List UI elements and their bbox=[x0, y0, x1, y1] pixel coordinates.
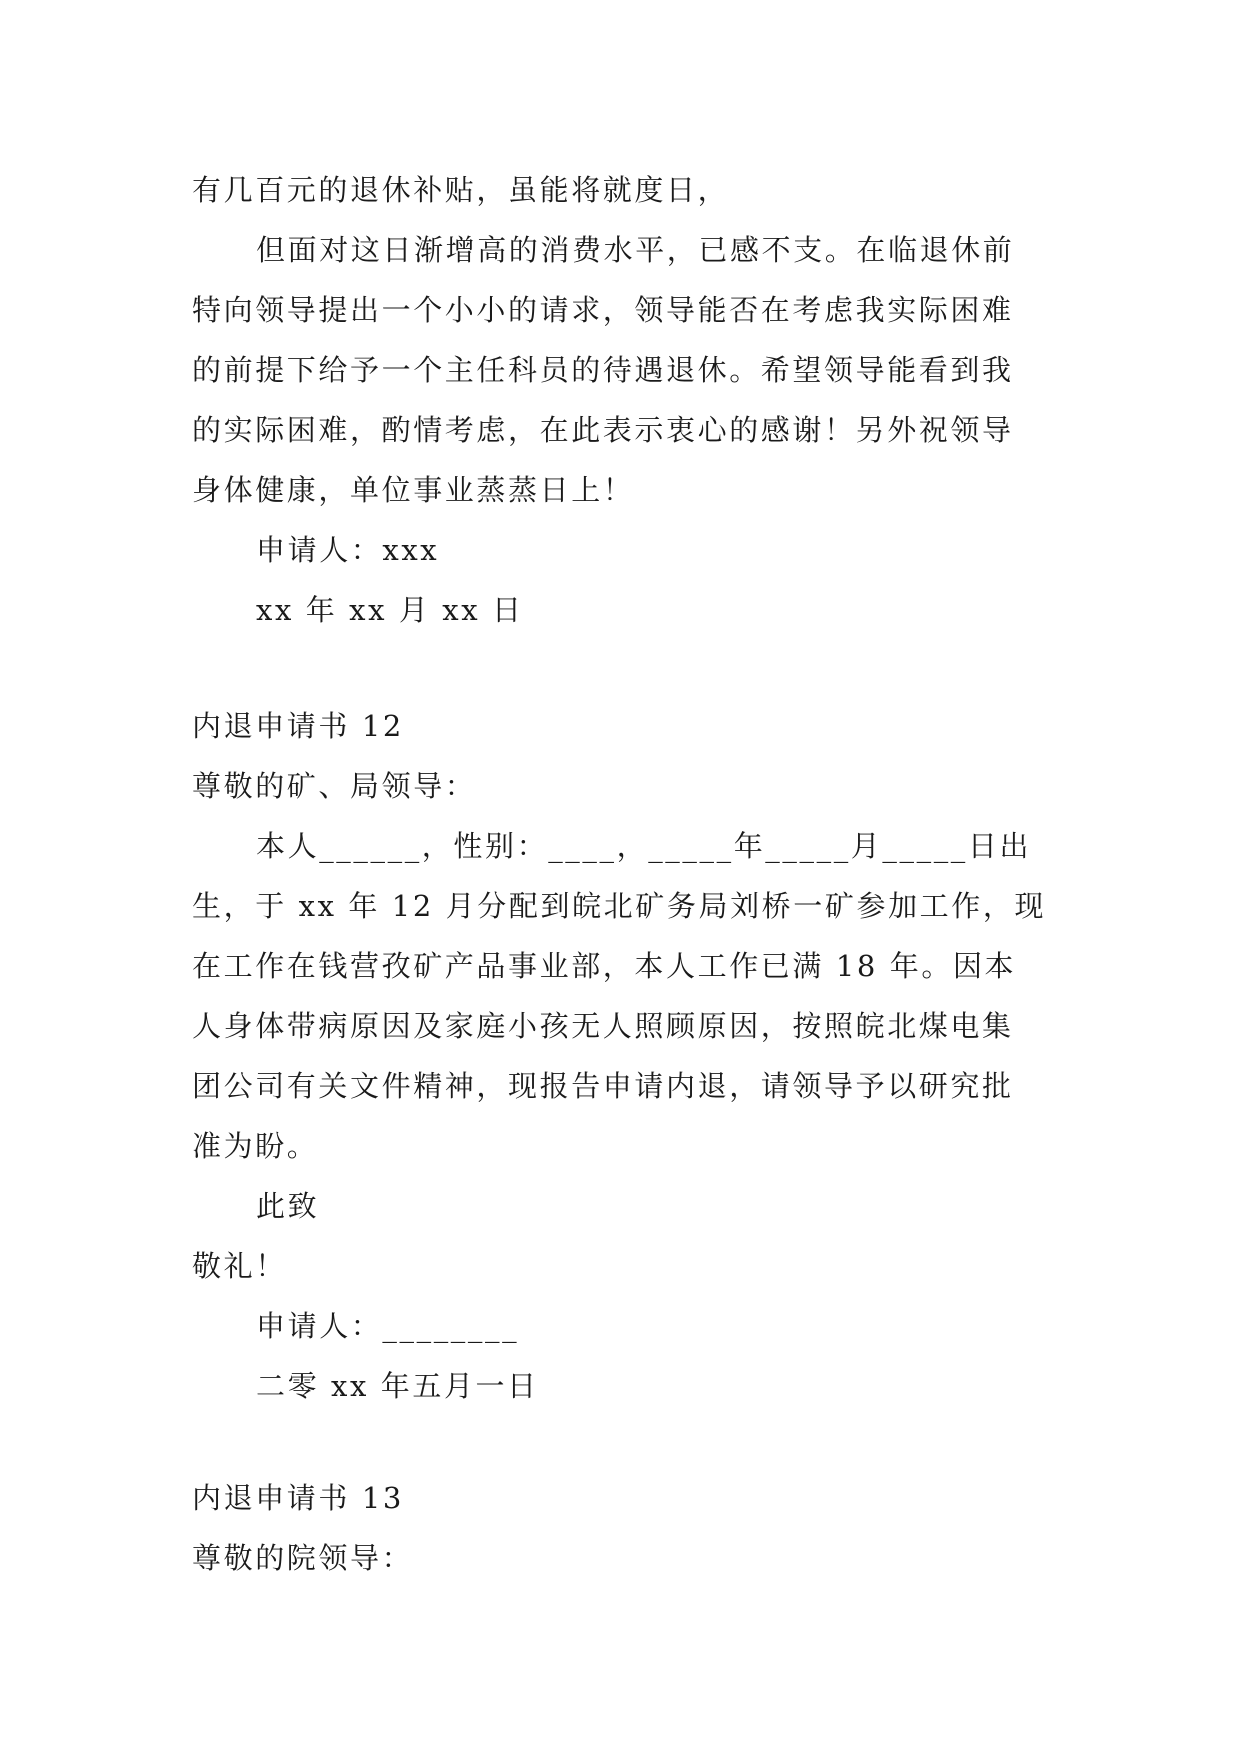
paragraph-line: 在工作在钱营孜矿产品事业部，本人工作已满 18 年。因本 bbox=[192, 949, 1017, 983]
section-title: 内退申请书 13 bbox=[192, 1481, 404, 1515]
section-spacer bbox=[192, 640, 1052, 696]
paragraph-line: 身体健康，单位事业蒸蒸日上！ bbox=[192, 473, 635, 507]
closing-salute: 敬礼！ bbox=[192, 1249, 287, 1283]
section-3 bbox=[192, 1468, 1052, 1588]
applicant-signature: 申请人：________ bbox=[256, 1309, 520, 1343]
salutation: 尊敬的矿、局领导： bbox=[192, 769, 477, 803]
signature-date: 二零 xx 年五月一日 bbox=[256, 1369, 539, 1403]
paragraph-line: 的前提下给予一个主任科员的待遇退休。希望领导能看到我 bbox=[192, 353, 1014, 387]
closing-phrase: 此致 bbox=[256, 1189, 320, 1223]
paragraph-line: 人身体带病原因及家庭小孩无人照顾原因，按照皖北煤电集 bbox=[192, 1009, 1014, 1043]
applicant-signature: 申请人：xxx bbox=[256, 533, 440, 567]
paragraph-line: 但面对这日渐增高的消费水平，已感不支。在临退休前 bbox=[256, 233, 1015, 267]
paragraph-line: 准为盼。 bbox=[192, 1129, 319, 1163]
salutation: 尊敬的院领导： bbox=[192, 1541, 414, 1575]
paragraph-line: 本人______，性别：____，_____年_____月_____日出 bbox=[256, 829, 1032, 863]
paragraph-line: 特向领导提出一个小小的请求，领导能否在考虑我实际困难 bbox=[192, 293, 1014, 327]
section-1 bbox=[192, 160, 1052, 640]
document-page bbox=[192, 160, 1052, 1588]
section-title: 内退申请书 12 bbox=[192, 709, 404, 743]
section-spacer bbox=[192, 1416, 1052, 1468]
paragraph-line: 生，于 xx 年 12 月分配到皖北矿务局刘桥一矿参加工作，现 bbox=[192, 889, 1047, 923]
signature-date: xx 年 xx 月 xx 日 bbox=[256, 593, 524, 627]
paragraph-line: 团公司有关文件精神，现报告申请内退，请领导予以研究批 bbox=[192, 1069, 1014, 1103]
paragraph-line: 有几百元的退休补贴，虽能将就度日， bbox=[192, 173, 730, 207]
section-2 bbox=[192, 696, 1052, 1416]
paragraph-line: 的实际困难，酌情考虑，在此表示衷心的感谢！另外祝领导 bbox=[192, 413, 1014, 447]
